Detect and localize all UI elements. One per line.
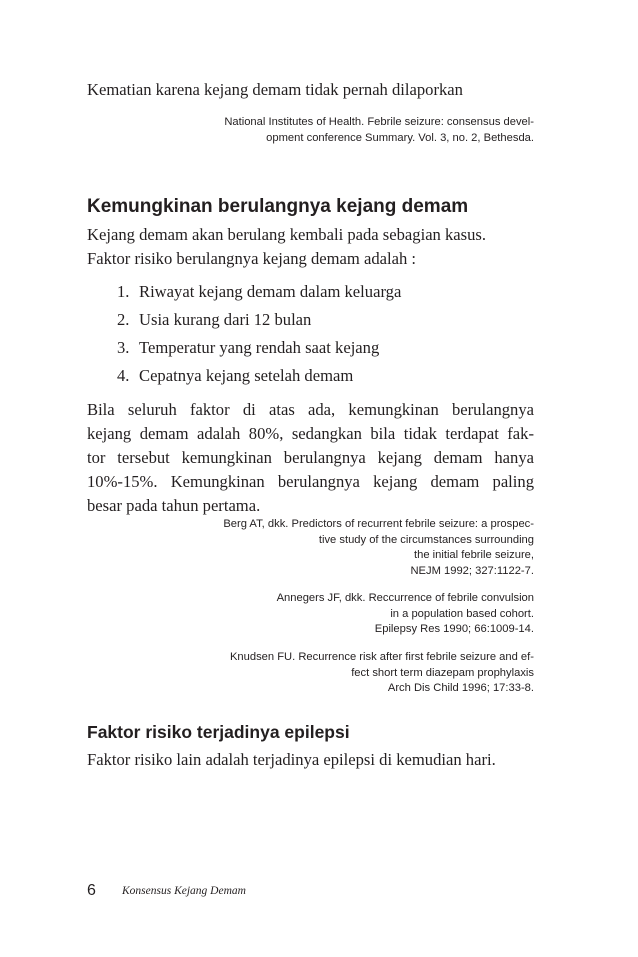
reference-knudsen — [87, 650, 534, 697]
paragraph-line: besar pada tahun pertama. — [87, 496, 261, 515]
reference-line: in a population based cohort. — [390, 607, 534, 620]
risk-factor-list — [87, 278, 534, 390]
reference-line: National Institutes of Health. Febrile seizure: consensus devel- — [224, 116, 534, 128]
list-item-number: 1. — [117, 282, 130, 301]
reference-nih — [87, 115, 534, 146]
list-item-text: Temperatur yang rendah saat kejang — [139, 338, 380, 357]
list-item-text: Usia kurang dari 12 bulan — [139, 310, 312, 329]
section1-paragraph2 — [87, 398, 534, 518]
section2-paragraph: Faktor risiko lain adalah terjadinya epilepsi di kemudian hari. — [87, 750, 496, 769]
reference-line: opment conference Summary. Vol. 3, no. 2, Bethesda. — [266, 131, 534, 144]
reference-line: NEJM 1992; 327:1122-7. — [410, 564, 534, 577]
reference-berg — [87, 517, 534, 579]
section-heading-recurrence: Kemungkinan berulangnya kejang demam — [87, 196, 469, 217]
paragraph-line: Faktor risiko berulangnya kejang demam adalah : — [87, 249, 417, 268]
reference-line: Epilepsy Res 1990; 66:1009-14. — [374, 623, 534, 635]
list-item-number: 3. — [117, 338, 130, 357]
section1-paragraph1 — [87, 223, 534, 271]
list-item — [87, 362, 534, 390]
list-item — [87, 278, 534, 306]
page-content — [87, 0, 534, 957]
running-title: Konsensus Kejang Demam — [122, 885, 246, 897]
reference-line: Arch Dis Child 1996; 17:33-8. — [387, 682, 534, 694]
paragraph-line: kejang demam adalah 80%, sedangkan bila tidak terdapat fak- — [87, 424, 534, 443]
paragraph-line: tor tersebut kemungkinan berulangnya kejang demam hanya — [87, 448, 534, 467]
list-item-text: Cepatnya kejang setelah demam — [139, 366, 354, 385]
reference-line: tive study of the circumstances surrounding — [318, 533, 534, 546]
paragraph-line: 10%-15%. Kemungkinan berulangnya kejang demam paling — [87, 472, 534, 491]
paragraph-line: Bila seluruh faktor di atas ada, kemungkinan berulangnya — [87, 400, 534, 419]
list-item-number: 4. — [117, 366, 130, 385]
list-item — [87, 306, 534, 334]
reference-line: Annegers JF, dkk. Reccurrence of febrile convulsion — [276, 592, 534, 604]
section-heading-epilepsy: Faktor risiko terjadinya epilepsi — [87, 722, 350, 742]
reference-line: Knudsen FU. Recurrence risk after first febrile seizure and ef- — [229, 651, 534, 663]
list-item-text: Riwayat kejang demam dalam keluarga — [139, 282, 402, 301]
reference-line: fect short term diazepam prophylaxis — [351, 666, 534, 679]
intro-sentence: Kematian karena kejang demam tidak pernah dilaporkan — [87, 80, 463, 99]
reference-annegers — [87, 591, 534, 638]
paragraph-line: Kejang demam akan berulang kembali pada sebagian kasus. — [87, 225, 487, 244]
list-item — [87, 334, 534, 362]
reference-line: Berg AT, dkk. Predictors of recurrent febrile seizure: a prospec- — [223, 518, 534, 530]
list-item-number: 2. — [117, 310, 130, 329]
reference-line: the initial febrile seizure, — [413, 549, 534, 561]
page-number: 6 — [87, 882, 96, 899]
